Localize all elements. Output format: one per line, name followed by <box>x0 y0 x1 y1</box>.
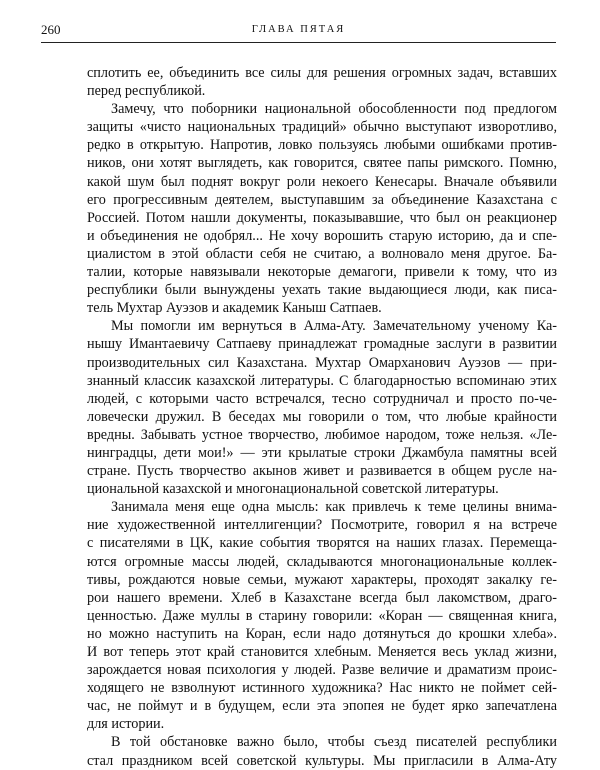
text-line: стал праздником всей советской культуры. Мы пригласили в Алма-Ату <box>87 752 557 769</box>
text-line: с писателями в ЦК, какие события творятся на наших глазах. Перемеща- <box>87 535 557 552</box>
text-line: И вот теперь этот край становится хлебным. Меняется весь уклад жизни, <box>87 644 557 660</box>
text-line: В той обстановке важно было, чтобы съезд писателей республики <box>111 734 557 751</box>
text-line: час, не поймут и в будущем, если эта эпопея не будет ярко запечатлена <box>87 698 557 715</box>
header-rule <box>41 42 556 43</box>
text-line: нышу Имантаевичу Сатпаеву принадлежат громадные заслуги в развитии <box>87 336 557 353</box>
text-line: перед республикой. <box>87 83 206 100</box>
text-line: зарождается новая психология у людей. Разве величие и драматизм проис- <box>87 662 557 679</box>
text-line: для истории. <box>87 716 165 733</box>
text-line: его прогрессивным деятелем, выступавшим за объединение Казахстана с <box>87 191 557 208</box>
text-line: Занимала меня еще одна мысль: как привлечь к теме целины внима- <box>111 499 557 516</box>
text-line: тивы, рождаются новые семьи, мужают характеры, проходят закалку ге- <box>87 571 557 588</box>
text-line: но можно наступить на Коран, если надо дотянуться до крошки хлеба». <box>87 625 557 642</box>
text-line: ников, они хотят выглядеть, как говорится, святее папы римского. Помню, <box>87 155 557 172</box>
text-line: ние художественной интеллигенции? Посмотрите, говорил я на встрече <box>87 517 557 534</box>
text-line: защиты «чисто национальных традиций» обычно выступают изворотливо, <box>87 119 557 136</box>
text-line: Замечу, что поборники национальной обособленности под предлогом <box>111 101 557 118</box>
text-line: рои нашего времени. Хлеб в Казахстане всегда был лакомством, драго- <box>87 589 557 606</box>
running-title: ГЛАВА ПЯТАЯ <box>251 24 346 35</box>
text-line: сплотить ее, объединить все силы для решения огромных задач, вставших <box>87 65 557 81</box>
text-line: циональной казахской и многонациональной советской литературы. <box>87 481 499 498</box>
text-line: нинградцы, дети мои!» — эти крылатые строки Джамбула памятны всей <box>87 444 557 461</box>
text-line: ловечески дружил. В беседах мы говорили о том, что любые крайности <box>87 408 557 425</box>
text-line: тель Мухтар Ауэзов и академик Каныш Сатпаев. <box>87 300 382 317</box>
text-line: знанный классик казахской литературы. С благодарностью вспоминаю этих <box>87 372 557 389</box>
text-line: ценностью. Даже муллы в старину говорили: «Коран — священная книга, <box>87 607 557 624</box>
text-line: ходящего не взволнуют истинного художника? Нас никто не поймет сей- <box>87 680 557 697</box>
text-line: какой шум был поднят вокруг роли некоего Кенесары. Вначале объявили <box>87 173 557 190</box>
text-line: вредны. Забывать устное творчество, любимое народом, тоже нельзя. «Ле- <box>87 426 557 443</box>
text-line: стране. Пусть творчество акынов живет и развивается в общем русле на- <box>87 463 557 480</box>
text-line: людей, с которыми часто встречался, тесно сотрудничал и просто по-че- <box>87 390 557 407</box>
page-number: 260 <box>41 22 61 37</box>
page-header <box>41 22 556 38</box>
text-line: и объединения не одобрял... Не хочу ворошить старую историю, да и спе- <box>87 227 557 244</box>
text-line: республики были вынуждены уехать такие выдающиеся люди, как писа- <box>87 282 557 299</box>
text-line: циалистом в этой области себя не считаю, а волновало меня другое. Ба- <box>87 245 557 262</box>
text-line: производительных сил Казахстана. Мухтар Омарханович Ауэзов — при- <box>87 354 557 371</box>
body-text <box>87 64 557 770</box>
text-line: Мы помогли им вернуться в Алма-Ату. Замечательному ученому Ка- <box>111 318 557 335</box>
text-line: талии, которые навязывали некоторые демагоги, привели к тому, что из <box>87 264 557 281</box>
text-line: Россией. Потом нашли документы, показывавшие, что был он реакционер <box>87 209 557 226</box>
text-line: ются огромные массы людей, складываются многонациональные коллек- <box>87 553 557 570</box>
text-line: редко в открытую. Напротив, ловко пользуясь любыми ошибками против- <box>87 137 557 154</box>
